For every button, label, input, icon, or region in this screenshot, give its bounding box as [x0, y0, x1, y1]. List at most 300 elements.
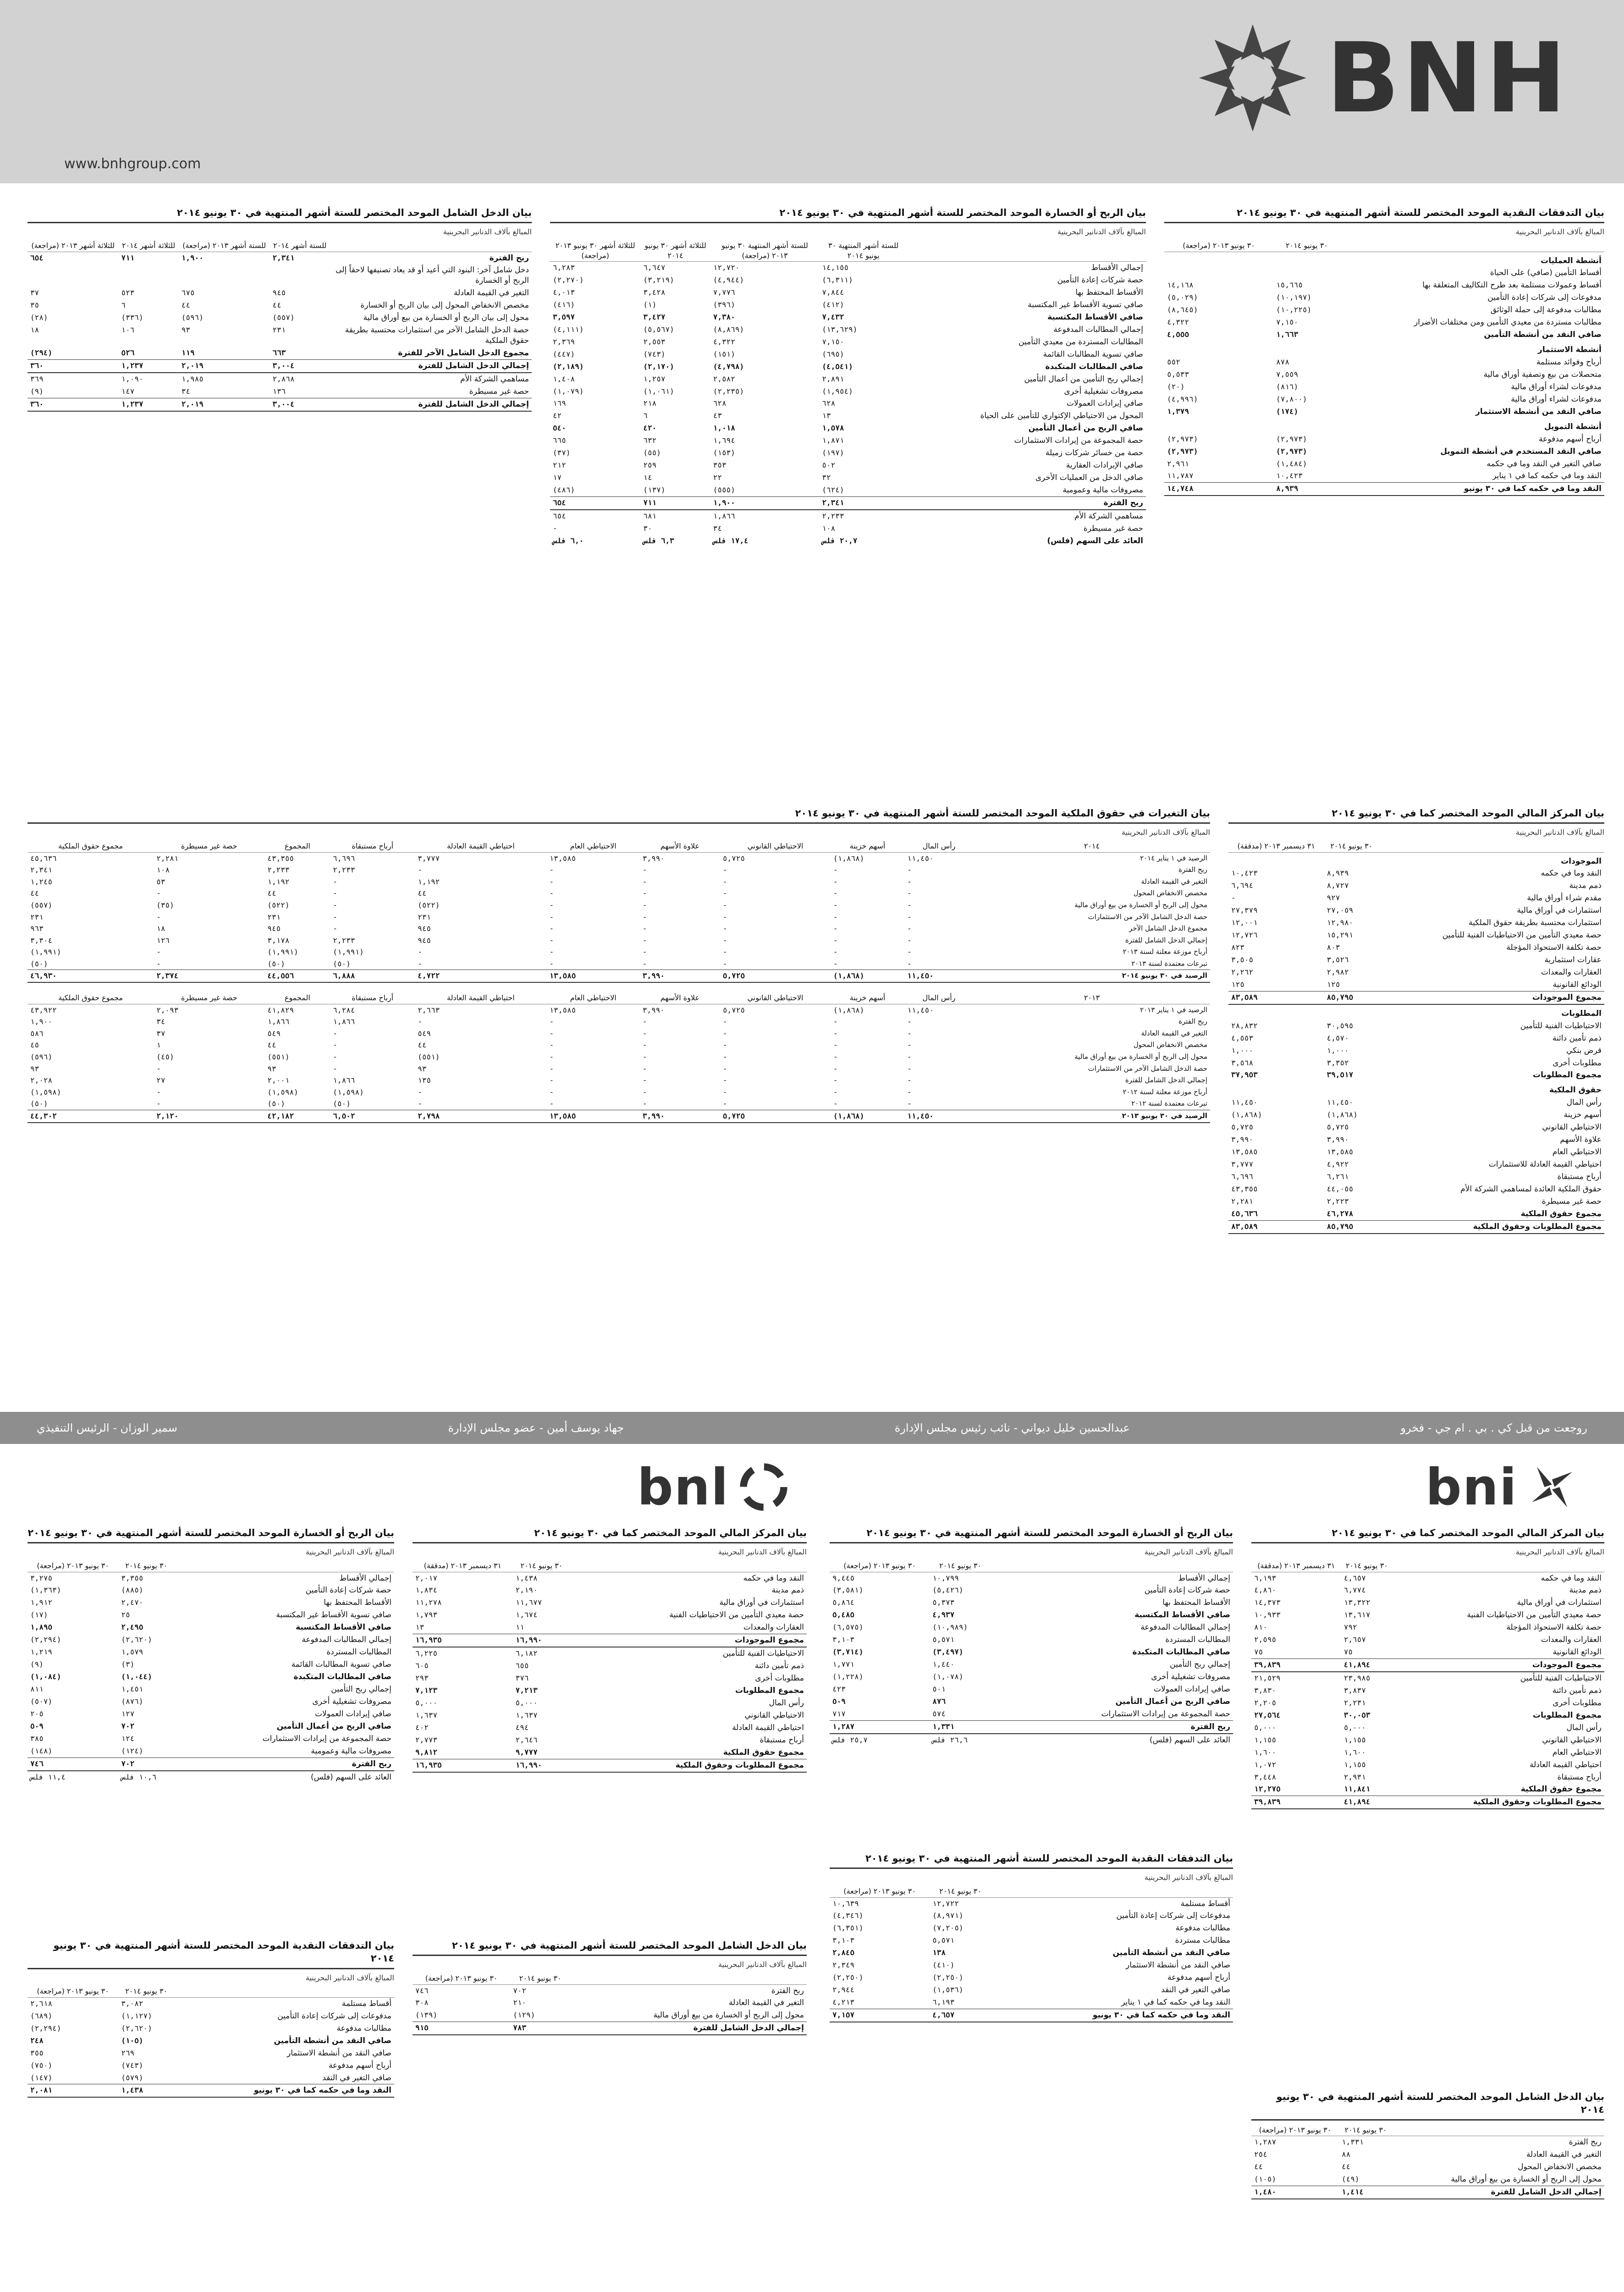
- table-row: [1228, 942, 1604, 954]
- cell-value: (٣): [121, 1660, 135, 1669]
- cell-value: ٦,٨٨٨: [330, 970, 415, 982]
- cell-value: (٥٠): [267, 959, 285, 968]
- cell-value: ١١,٢٧٨: [415, 1598, 442, 1607]
- table-row: [28, 359, 532, 372]
- cell-value: ٤,٦٥٧: [930, 2009, 991, 2022]
- row-label: ربح الفترة: [489, 253, 529, 263]
- cell-value: ١١,٦٧٧: [515, 1598, 542, 1607]
- row-label: مجموع الدخل الشامل الآخر للفترة: [398, 348, 529, 358]
- row-label: مطالبات مدفوعة: [1175, 1923, 1230, 1933]
- cell-value: ١,٨٣٤: [415, 1586, 438, 1595]
- cell-value: ٢٧,٣٧٩: [1231, 906, 1258, 915]
- cell-value: ٧٥: [1254, 1647, 1263, 1657]
- cell-value: ٨٢٣: [1231, 943, 1244, 952]
- table-row: [28, 1671, 394, 1683]
- table-row: [830, 1910, 1233, 1922]
- row-label: أرباح مستبقاة: [1557, 1772, 1602, 1782]
- cell-value: ٢٣,٩٨٥: [1343, 1674, 1371, 1683]
- cell-value: ١١,٤ فلس: [30, 1772, 66, 1781]
- cell-value: ٢,٦١٨: [30, 1999, 53, 2008]
- cell-value: -: [722, 936, 727, 945]
- cell-value: ٨١٠: [1254, 1623, 1267, 1632]
- bni-profit-panel: [830, 1526, 1233, 1838]
- row-label: المطالبات المستردة من معيدي التأمين: [1018, 337, 1143, 347]
- cell-value: ٦,٥٠٢: [330, 1110, 415, 1123]
- signature: روجعت من قبل كي . بي . ام جي - فخرو: [1400, 1421, 1587, 1434]
- table-row: [1228, 1045, 1604, 1057]
- cell-value: ٢,٣٧٤: [154, 970, 264, 982]
- row-label: مدفوعات إلى شركات إعادة التأمين: [277, 2011, 391, 2021]
- table-row: [1228, 1196, 1604, 1208]
- cell-value: (٥٠): [30, 1099, 48, 1108]
- cell-value: ١٢,٩٨٠: [1327, 918, 1354, 927]
- cell-value: ٤,٩٣٧: [932, 1610, 955, 1620]
- cell-value: ٣٦٠: [28, 359, 118, 372]
- table-row: [1228, 917, 1604, 929]
- row-label: حصة معيدي التأمين من الاحتياطيات الفنية للتأمين: [1442, 931, 1602, 940]
- cell-value: -: [833, 1076, 838, 1085]
- cell-value: ٤٦,٩٣٠: [28, 970, 154, 982]
- cell-value: (٦,٥٧٥): [832, 1623, 864, 1632]
- table-row: [1228, 1081, 1604, 1096]
- cell-value: ١,٢٤٥: [30, 877, 53, 886]
- cell-value: ٤٤: [272, 301, 281, 310]
- col-header: رأس المال: [904, 840, 974, 852]
- row-label: حقوق الملكية العائدة لمساهمي الشركة الأم: [1460, 1184, 1602, 1194]
- row-label: أرباح أسهم مدفوعة: [1167, 1973, 1230, 1983]
- cell-value: ٦٥٤: [550, 496, 640, 509]
- cell-value: -: [549, 936, 554, 945]
- cell-value: ٢٠,٧ فلس: [822, 536, 858, 545]
- row-label: النقد وما في حكمه: [1541, 1573, 1602, 1583]
- row-label: مجموع الموجودات: [570, 1634, 807, 1647]
- cell-value: ٦٥٥: [515, 1661, 529, 1670]
- cell-value: ١١,٨٤١: [1343, 1785, 1371, 1794]
- cell-value: ٢٤٨: [30, 2036, 44, 2045]
- equity-title: بيان التغيرات في حقوق الملكية الموحد المختصر للستة أشهر المنتهية في ٣٠ يونيو ٢٠١٤: [28, 807, 1210, 824]
- table-row: [1228, 991, 1604, 1004]
- table-row: [1164, 279, 1604, 292]
- cell-value: (٣,٤٩٧): [932, 1647, 963, 1657]
- cell-value: ٢,٤٩٥: [121, 1623, 143, 1632]
- profit-table: [550, 240, 1146, 547]
- cell-value: ١,٤١٤: [1339, 2186, 1393, 2199]
- row-label: مصروفات مالية وعمومية: [311, 1746, 391, 1756]
- table-row: [1228, 1032, 1604, 1045]
- cell-value: ٤٣,٣٥٥: [267, 854, 294, 863]
- cell-value: ٩,٤٤٥: [832, 1573, 855, 1582]
- cell-value: ٤٥,٦٣٦: [30, 854, 57, 863]
- cell-value: -: [642, 1087, 647, 1096]
- cell-value: (٣,٥٨١): [832, 1586, 864, 1595]
- row-label: أرباح وفوائد مستلمة: [1536, 358, 1602, 367]
- cell-value: ٨٧٨: [1276, 358, 1289, 367]
- table-row: [1251, 2136, 1604, 2149]
- cell-value: (٤,٣٤٦): [832, 1911, 864, 1920]
- cell-value: -: [833, 924, 838, 933]
- row-label: حصة شركات إعادة التأمين: [1144, 1586, 1230, 1595]
- table-row: [28, 1733, 394, 1745]
- col-header: أرباح مستبقاة: [330, 840, 415, 852]
- cell-value: ١,٢٨٧: [830, 1720, 930, 1733]
- row-label: محول إلى بيان الربح أو الخسارة من بيع أوراق مالية: [363, 313, 529, 323]
- cell-value: -: [549, 959, 554, 968]
- cell-value: -: [833, 1064, 838, 1073]
- cell-value: ١٤٧: [121, 386, 135, 396]
- table-row: [550, 459, 1146, 472]
- row-label: حصة غير مسيطرة: [1083, 523, 1143, 533]
- cell-value: ٤٤,٠٥٥: [1327, 1184, 1354, 1193]
- cell-value: ١,٨٦٦: [713, 511, 735, 520]
- table-row: [550, 361, 1146, 373]
- cell-value: ١٤: [643, 473, 652, 482]
- cell-value: ١٢,٠٠١: [1231, 918, 1258, 927]
- cell-value: -: [418, 959, 422, 968]
- cell-value: (٥٥٧): [30, 900, 53, 909]
- table-row: [1228, 904, 1604, 917]
- cell-value: (٢,٢٥٠): [932, 1973, 963, 1982]
- cell-value: ٣٠٨: [415, 1998, 429, 2007]
- bni-position-panel: [1251, 1526, 1604, 2077]
- table-row: [413, 1997, 807, 2009]
- row-label: حقوق الملكية: [1549, 1085, 1602, 1095]
- unit-note: المبالغ بآلاف الدنانير البحرينية: [1515, 227, 1604, 237]
- table-row: [28, 958, 1210, 970]
- bnl-wordmark: bnl: [637, 1458, 729, 1516]
- table-row: [1251, 1659, 1604, 1672]
- cell-value: (١٠,٢٢٥): [1276, 305, 1312, 314]
- cell-value: ٥٧٤: [932, 1709, 946, 1718]
- cell-value: ٣٧,٩٥٣: [1231, 1070, 1258, 1080]
- table-row: [28, 1621, 394, 1634]
- cell-value: ٢,٧٧٣: [415, 1735, 438, 1744]
- col-header: للستة أشهر ٢٠١٣ (مراجعة): [179, 240, 270, 252]
- bni-position-table: [1251, 1560, 1604, 1809]
- cell-value: -: [549, 1017, 554, 1026]
- cell-value: ١,٥٧٩: [121, 1647, 143, 1657]
- cell-value: -: [907, 1087, 912, 1096]
- cell-value: ٣,٨٣٧: [1343, 1686, 1366, 1695]
- cell-value: ٤,٩٢٢: [1327, 1160, 1349, 1169]
- cell-value: (١,٢٢٨): [832, 1672, 864, 1681]
- row-label: مصروفات تشغيلية أخرى: [312, 1697, 391, 1706]
- cell-value: -: [833, 1017, 838, 1026]
- table-row: [1164, 329, 1604, 341]
- table-row: [28, 2035, 394, 2047]
- cell-value: ٤,٣٢٢: [713, 337, 735, 346]
- row-label: أرباح أسهم مدفوعة: [329, 2061, 391, 2070]
- col-header: رأس المال: [904, 992, 974, 1004]
- cell-value: ١٣,٦١٧: [1343, 1610, 1371, 1620]
- row-label: الرصيد في ٣٠ يونيو ٢٠١٤: [974, 970, 1210, 982]
- row-label: أرباح مستبقاة: [1557, 1172, 1602, 1181]
- cell-value: (١,٠٧٩): [553, 386, 584, 396]
- cell-value: (١,٩٥٤): [822, 386, 853, 396]
- cell-value: (٤,٩٩٦): [1167, 394, 1198, 403]
- table-row: [413, 1984, 807, 1997]
- cell-value: (٢,٩٧٣): [1167, 434, 1198, 443]
- cell-value: ١,٦٣٧: [515, 1710, 538, 1719]
- cell-value: -: [722, 865, 727, 875]
- row-label: حصة معيدي التأمين من الاحتياطيات الفنية: [1467, 1610, 1602, 1620]
- table-row: [1251, 2173, 1604, 2186]
- row-label: العائد على السهم (فلس): [1149, 1735, 1230, 1745]
- cell-value: ٢٥,٧ فلس: [832, 1735, 868, 1744]
- table-row: [1251, 1709, 1604, 1722]
- table-row: [28, 2010, 394, 2022]
- cell-value: (٦,٣٥١): [832, 1923, 864, 1933]
- row-label: العقارات والمعدات: [1541, 967, 1602, 977]
- row-label: حصة شركات إعادة التأمين: [1057, 275, 1143, 285]
- row-label: مساهمي الشركة الأم: [1074, 511, 1143, 521]
- cell-value: ٤١,٨٩٤: [1341, 1796, 1393, 1809]
- cell-value: -: [907, 1076, 912, 1085]
- cell-value: ٥,٥٧١: [932, 1936, 955, 1945]
- cell-value: ٢١٨: [643, 399, 657, 408]
- cell-value: -: [722, 1052, 727, 1062]
- cell-value: ٣٥: [30, 301, 39, 310]
- cell-value: (١٥١): [713, 349, 735, 358]
- table-row: [1228, 852, 1604, 867]
- cell-value: -: [549, 1099, 554, 1108]
- col-header: للثلاثة أشهر ٢٠١٤: [118, 240, 178, 252]
- table-row: [28, 287, 532, 299]
- cell-value: (٥٠): [333, 959, 351, 968]
- cell-value: ٦,٦٩٤: [1231, 881, 1254, 890]
- table-row: [28, 899, 1210, 911]
- cell-value: -: [722, 1087, 727, 1096]
- cell-value: ٢١٠: [513, 1998, 527, 2007]
- cell-value: ٦٠٥: [415, 1661, 429, 1670]
- cell-value: (٤٩): [1341, 2175, 1360, 2184]
- cell-value: ٧,٤٣٢: [822, 312, 844, 321]
- website-url[interactable]: www.bnhgroup.com: [64, 156, 201, 172]
- cell-value: (١,٥٣٦): [932, 1985, 963, 1994]
- table-row: [1251, 2186, 1604, 2199]
- cell-value: (٥,٤٢٦): [932, 1586, 963, 1595]
- table-row: [413, 1722, 807, 1734]
- row-label: النقد وما في حكمه: [743, 1573, 804, 1583]
- cell-value: (٤٥): [156, 1052, 174, 1062]
- equity-panel: [28, 807, 1210, 1403]
- row-label: أسهم خزينة: [1563, 1110, 1602, 1120]
- cell-value: ٢٧,٠٥٩: [1327, 906, 1354, 915]
- row-label: إجمالي الدخل الشامل للفترة: [330, 398, 532, 411]
- table-row: [1251, 1747, 1604, 1759]
- cell-value: -: [722, 877, 727, 886]
- cell-value: -: [907, 900, 912, 909]
- table-row: [28, 299, 532, 312]
- cell-value: ١٤,٣٧٣: [1254, 1598, 1281, 1607]
- table-row: [1228, 966, 1604, 979]
- table-row: [830, 1621, 1233, 1634]
- table-row: [550, 373, 1146, 386]
- table-row: [28, 373, 532, 386]
- row-label: العائد على السهم (فلس): [310, 1772, 391, 1782]
- cell-value: -: [549, 1041, 554, 1050]
- cell-value: ١,٠١٨: [713, 424, 735, 433]
- cell-value: ١٣,٥٨٥: [547, 1110, 640, 1123]
- cell-value: (١,٥٩٨): [333, 1087, 364, 1096]
- cell-value: ٦,٢٨٤: [333, 1005, 355, 1014]
- cell-value: (٧٥٠): [30, 2061, 53, 2070]
- cell-value: ٤,٥٥٥: [1167, 330, 1189, 339]
- cell-value: ٥,٣٧٣: [932, 1598, 955, 1607]
- cell-value: -: [333, 1029, 337, 1038]
- cell-value: ١,٤٤٠: [932, 1660, 955, 1669]
- cell-value: (٥٥): [643, 448, 661, 457]
- cell-value: ٣٤: [156, 1017, 165, 1026]
- cell-value: (٩): [30, 1660, 44, 1669]
- cell-value: -: [642, 1029, 647, 1038]
- row-label: تبرعات معتمدة لسنة ٢٠١٣: [1131, 959, 1207, 968]
- cell-value: ٢٦٩: [121, 2048, 135, 2057]
- col-header: ٣٠ يونيو ٢٠١٣ (مراجعة): [28, 1985, 118, 1997]
- row-label: صافي المطالبات المتكبدة: [1045, 362, 1143, 371]
- table-row: [1251, 2161, 1604, 2173]
- cell-value: ٦٦٥: [553, 436, 566, 445]
- row-label: حصة الدخل الشامل الآخر من الاستثمارات: [1088, 1064, 1207, 1073]
- cell-value: (٥٥٧): [272, 313, 295, 322]
- cell-value: ٣٦٠: [28, 398, 118, 411]
- row-label: المطلوبات: [1561, 1008, 1602, 1018]
- signature: جهاد يوسف أمين - عضو مجلس الإدارة: [448, 1421, 624, 1434]
- cell-value: ٢٨,٨٣٢: [1231, 1021, 1258, 1030]
- row-label: صافي إيرادات العمولات: [1067, 399, 1143, 408]
- row-label: ربح الفترة: [991, 1720, 1233, 1733]
- cell-value: ٣٥٣: [713, 461, 727, 470]
- cell-value: ٩٢٧: [1327, 893, 1340, 903]
- row-label: الأقساط المحتفظ بها: [1162, 1598, 1230, 1608]
- cell-value: ١,٣٣١: [930, 1720, 991, 1733]
- cell-value: (٢,٢٩٤): [30, 2023, 61, 2033]
- cell-value: -: [907, 959, 912, 968]
- cell-value: [1324, 1004, 1379, 1020]
- table-row: [28, 324, 532, 347]
- row-label: النقد وما في حكمه: [1541, 869, 1602, 878]
- cell-value: ٧,١٥٧: [830, 2009, 930, 2022]
- cell-value: ١١٩: [181, 348, 195, 358]
- bni-cash-panel: [830, 1852, 1233, 2251]
- cell-value: (١٥٣): [713, 448, 735, 457]
- cell-value: (٧٤٣): [643, 349, 666, 358]
- cell-value: ٣,٩٩٠: [640, 1110, 720, 1123]
- cell-value: [1228, 1081, 1324, 1096]
- bni-profit-title: بيان الربح أو الخسارة الموحد المختصر للستة أشهر المنتهية في ٣٠ يونيو ٢٠١٤: [830, 1526, 1233, 1543]
- cell-value: ٣,٩٩٠: [1327, 1135, 1349, 1144]
- cell-value: ٢٥٩: [643, 461, 657, 470]
- cell-value: -: [833, 1052, 838, 1062]
- unit-note: المبالغ بآلاف الدنانير البحرينية: [718, 1960, 807, 1969]
- cell-value: -: [642, 948, 647, 957]
- cell-value: ٦٢٨: [822, 399, 836, 408]
- row-label: صافي الدخل من العمليات الأخرى: [1035, 473, 1143, 483]
- cell-value: ١,١٩٢: [418, 877, 440, 886]
- cell-value: ٤٣: [713, 411, 722, 420]
- cell-value: -: [722, 1041, 727, 1050]
- row-label: رأس المال: [1566, 1098, 1602, 1107]
- table-row: [1164, 381, 1604, 393]
- cell-value: -: [642, 1099, 647, 1108]
- cell-value: ٧٠٢: [118, 1758, 174, 1770]
- col-header: ٣٠ يونيو ٢٠١٣ (مراجعة): [1251, 2124, 1339, 2136]
- row-label: أنشطة التمويل: [1544, 422, 1602, 431]
- cell-value: ١٧,٤ فلس: [713, 536, 749, 545]
- row-label: العائد على السهم (فلس): [1047, 536, 1143, 545]
- cell-value: ٤٤: [1341, 2162, 1351, 2171]
- row-label: النقد وما في حكمه كما في ١ يناير: [1492, 471, 1602, 481]
- cell-value: ٦,٦٤٧: [643, 263, 666, 272]
- cell-value: ١,٣٣١: [1341, 2138, 1364, 2147]
- cell-value: ٤٢: [553, 411, 562, 420]
- cell-value: ٢,٣٤١: [819, 496, 908, 509]
- cell-value: ٦: [121, 301, 126, 310]
- cell-value: ٥,٧٢٥: [722, 1005, 745, 1014]
- cell-value: ١٢٦: [156, 936, 170, 945]
- table-row: [28, 1039, 1210, 1051]
- cell-value: -: [642, 865, 647, 875]
- row-label: صافي المطالبات المتكبدة: [293, 1672, 391, 1682]
- comprehensive-title: بيان الدخل الشامل الموحد المختصر للستة أشهر المنتهية في ٣٠ يونيو ٢٠١٤: [28, 206, 532, 223]
- row-label: العقارات والمعدات: [743, 1623, 804, 1632]
- table-row: [1164, 316, 1604, 329]
- cell-value: -: [549, 1064, 554, 1073]
- row-label: إجمالي الدخل الشامل للفترة: [330, 359, 532, 372]
- col-header: ٣٠ يونيو ٢٠١٤: [513, 1560, 570, 1572]
- table-row: [28, 1745, 394, 1758]
- table-row: [550, 496, 1146, 509]
- cell-value: (٣,٢١٩): [643, 275, 674, 285]
- table-row: [28, 935, 1210, 947]
- bnl-profit-table: [28, 1560, 394, 1784]
- cell-value: -: [907, 912, 912, 921]
- row-label: استثمارات في أوراق مالية: [719, 1598, 804, 1608]
- cell-value: -: [833, 1087, 838, 1096]
- table-row: [28, 386, 532, 398]
- cell-value: ٢٦,٦ فلس: [932, 1735, 968, 1744]
- row-label: استثمارات في أوراق مالية: [1517, 906, 1602, 915]
- table-row: [830, 1584, 1233, 1597]
- cell-value: ٥٥٢: [1167, 358, 1180, 367]
- row-label: حصة غير مسيطرة: [469, 386, 529, 396]
- cell-value: ٤٦,٢٧٨: [1327, 1209, 1354, 1218]
- cell-value: ٦,٣ فلس: [643, 536, 674, 545]
- row-label: ربح الفترة: [771, 1986, 804, 1995]
- table-row: [28, 1016, 1210, 1028]
- cell-value: ١,٩٠٠: [181, 253, 204, 262]
- cell-value: ١,٩٨٥: [181, 374, 204, 383]
- cell-value: ٤,٢١٣: [832, 1998, 855, 2007]
- table-row: [413, 1572, 807, 1584]
- cell-value: ٦٨١: [643, 511, 657, 520]
- cell-value: (٦٢٤): [822, 485, 844, 494]
- row-label: قرض بنكي: [1566, 1046, 1602, 1055]
- row-label: دخل شامل آخر: البنود التي أعيد أو قد يعاد تصنيفها لاحقاً إلى الربح أو الخسارة: [336, 265, 529, 286]
- table-row: [830, 1708, 1233, 1720]
- row-label: ربح الفترة: [174, 1758, 394, 1770]
- cell-value: ٨٠٣: [1327, 943, 1340, 952]
- table-row: [1164, 458, 1604, 470]
- cell-value: ٣٤: [713, 523, 722, 533]
- col-header: ٣٠ يونيو ٢٠١٤: [118, 1560, 174, 1572]
- profit-panel: [550, 206, 1146, 779]
- table-row: [413, 1584, 807, 1597]
- position-table: [1228, 840, 1604, 1234]
- cell-value: ١١,٤٥٠: [907, 1005, 934, 1014]
- cell-value: ١,٦٠٠: [1254, 1747, 1277, 1757]
- cell-value: -: [907, 948, 912, 957]
- cell-value: ٥٣: [156, 877, 165, 886]
